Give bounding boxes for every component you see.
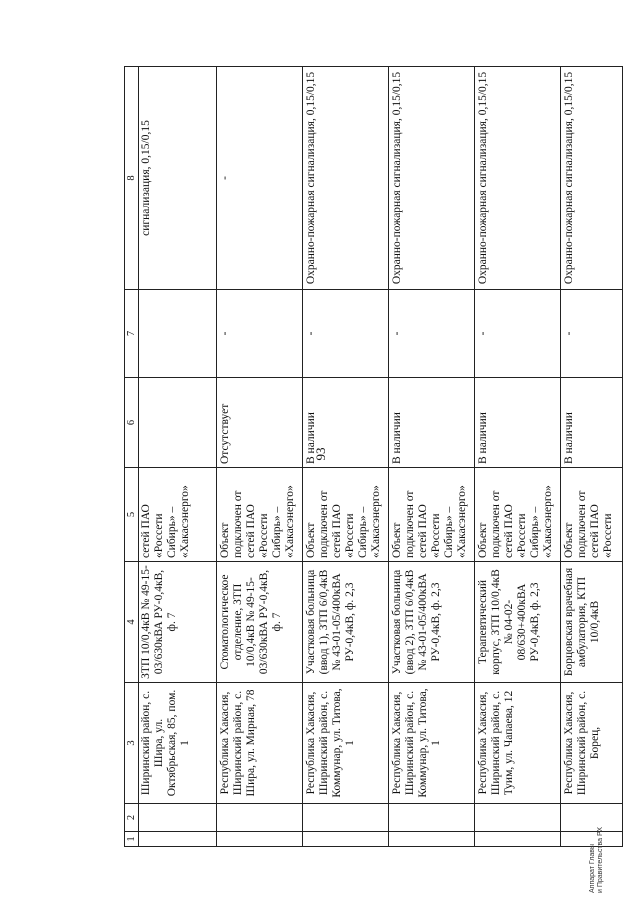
cell-alarm: - [217, 67, 303, 290]
cell-substation: Участковая больница (ввод 2), ЗТП 6/0,4кВ № 43-01-05/400кВА РУ-0,4кВ, ф. 2,3 [389, 562, 475, 683]
cell-connection: Объект подключен от сетей ПАО «Россети Сибирь» – «Хакасэнерго» [475, 468, 561, 562]
cell-availability: В наличии [475, 378, 561, 468]
cell-address: Республика Хакасия, Ширинский район, с. Коммунар, ул. Титова, 1 [303, 683, 389, 804]
header-cell: 5 [125, 468, 139, 562]
cell-connection: Объект подключен от сетей ПАО «Россети Сибирь» – «Хакасэнерго» [389, 468, 475, 562]
cell-col7: - [303, 290, 389, 378]
cell-substation: Борцовская врачебная амбулатория, КТП 10/0,4кВ [561, 562, 623, 683]
cell-address: Республика Хакасия, Ширинский район, с. Туим, ул. Чапаева, 12 [475, 683, 561, 804]
header-cell: 7 [125, 290, 139, 378]
cell-alarm: Охранно-пожарная сигнализация, 0,15/0,15 [389, 67, 475, 290]
office-stamp [589, 827, 605, 893]
cell-substation: Терапевтический корпус, ЗТП 10/0,4кВ № 04-02-08/630+400кВА РУ-0,4кВ, ф. 2,3 [475, 562, 561, 683]
cell-number [475, 832, 561, 847]
cell-connection: сетей ПАО «Россети Сибирь» – «Хакасэнерго» [139, 468, 217, 562]
table-row [475, 67, 561, 847]
cell-alarm: Охранно-пожарная сигнализация, 0,15/0,15 [561, 67, 623, 290]
header-cell: 8 [125, 67, 139, 290]
page-number: 93 [313, 447, 328, 461]
header-cell: 1 [125, 832, 139, 847]
cell-name [139, 804, 217, 832]
cell-availability: В наличии [303, 378, 389, 468]
table-row [139, 67, 217, 847]
cell-number [389, 832, 475, 847]
cell-col7: - [475, 290, 561, 378]
cell-address: Республика Хакасия, Ширинский район, с. Шира, ул. Мирная, 78 [217, 683, 303, 804]
cell-name [389, 804, 475, 832]
cell-number [217, 832, 303, 847]
header-cell: 2 [125, 804, 139, 832]
header-row [125, 67, 139, 847]
cell-col7 [139, 290, 217, 378]
table-row [303, 67, 389, 847]
table-row [389, 67, 475, 847]
cell-col7: - [217, 290, 303, 378]
cell-connection: Объект подключен от сетей ПАО «Россети Сибирь» – «Хакасэнерго» [303, 468, 389, 562]
cell-number [139, 832, 217, 847]
rotated-table-container [124, 67, 620, 847]
cell-col7: - [561, 290, 623, 378]
cell-alarm: сигнализация, 0,15/0,15 [139, 67, 217, 290]
cell-col7: - [389, 290, 475, 378]
table-row [561, 67, 623, 847]
cell-address: Республика Хакасия, Ширинский район, с. Коммунар, ул. Титова, 1 [389, 683, 475, 804]
header-cell: 4 [125, 562, 139, 683]
header-cell: 3 [125, 683, 139, 804]
cell-availability: В наличии [389, 378, 475, 468]
cell-connection: Объект подключен от сетей ПАО «Россети Сибирь» – «Хакасэнерго» [217, 468, 303, 562]
stamp-line: Аппарат Главы [589, 843, 596, 893]
cell-number [303, 832, 389, 847]
cell-availability: В наличии [561, 378, 623, 468]
cell-connection: Объект подключен от сетей ПАО «Россети [561, 468, 623, 562]
cell-availability: Отсутствует [217, 378, 303, 468]
cell-availability [139, 378, 217, 468]
cell-name [475, 804, 561, 832]
cell-substation: Стоматологическое отделение, ЗТП 10/0,4кВ № 49-15-03/630кВА РУ-0,4кВ, ф. 7 [217, 562, 303, 683]
equipment-table [124, 66, 623, 847]
cell-name [217, 804, 303, 832]
stamp-line: и Правительства РХ [597, 826, 604, 893]
cell-address: Ширинский район, с. Шира, ул. Октябрьская, 85, пом. 1 [139, 683, 217, 804]
cell-substation: ЗТП 10/0,4кВ № 49-15-03/630кВА РУ-0,4кВ, ф. 7 [139, 562, 217, 683]
header-cell: 6 [125, 378, 139, 468]
cell-alarm: Охранно-пожарная сигнализация, 0,15/0,15 [303, 67, 389, 290]
cell-name [303, 804, 389, 832]
cell-substation: Участковая больница (ввод 1), ЗТП 6/0,4кВ № 43-01-05/400кВА РУ-0,4кВ, ф. 2,3 [303, 562, 389, 683]
cell-alarm: Охранно-пожарная сигнализация, 0,15/0,15 [475, 67, 561, 290]
cell-address: Республика Хакасия, Ширинский район, с. Борец, [561, 683, 623, 804]
table-row [217, 67, 303, 847]
